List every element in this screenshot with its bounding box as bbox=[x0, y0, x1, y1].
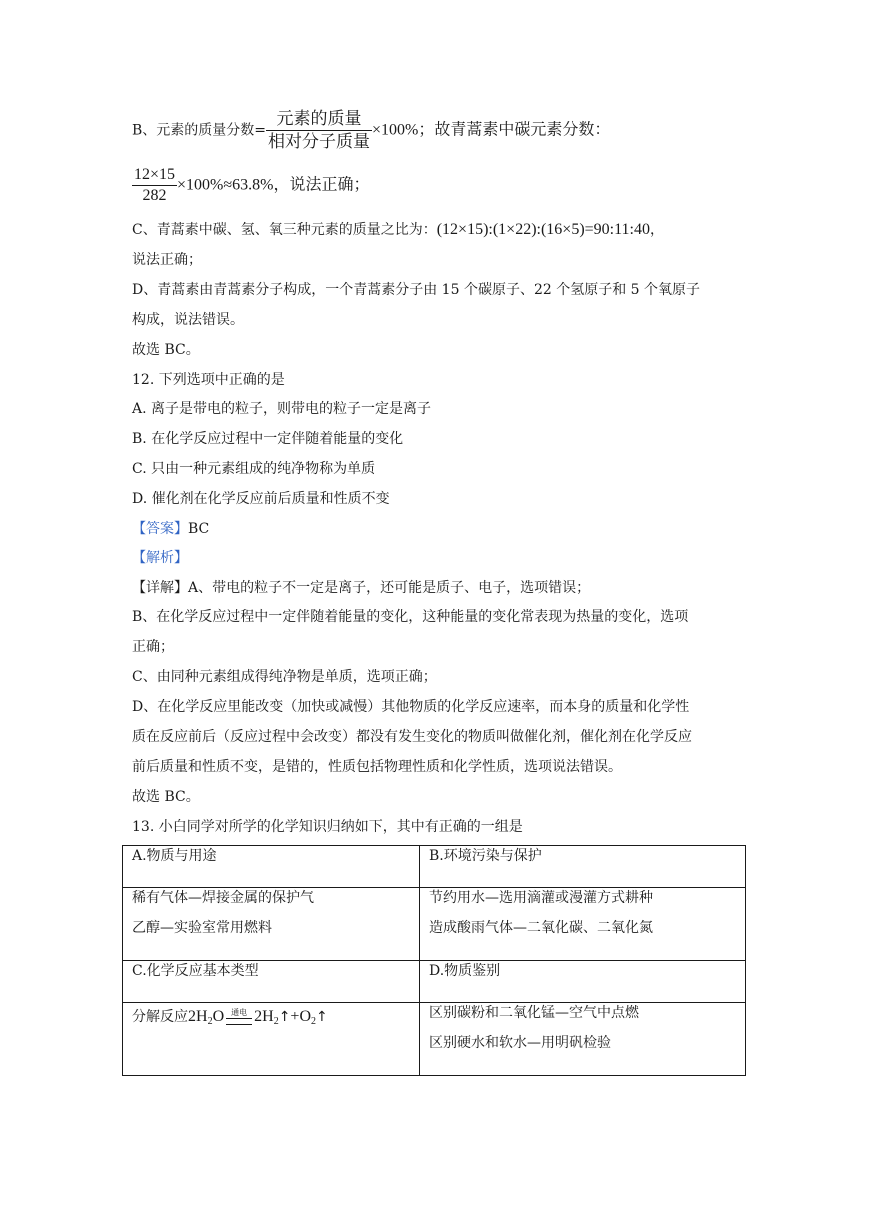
q12-answer bbox=[132, 519, 209, 539]
q12-detail-d1: D、在化学反应里能改变（加快或减慢）其他物质的化学反应速率，而本身的质量和化学性 bbox=[132, 699, 690, 715]
prev-option-c-tail: ， bbox=[649, 222, 664, 238]
prev-option-b-line2 bbox=[132, 165, 370, 206]
cell-a-line-1: 稀有气体—焊接金属的保护气 bbox=[132, 890, 314, 906]
decomposition-equation bbox=[132, 1007, 419, 1032]
q12-detail-b2: 正确； bbox=[132, 639, 174, 655]
carbon-fraction-calc bbox=[132, 165, 177, 206]
prev-option-d-line1: D、青蒿素由青蒿素分子构成，一个青蒿素分子由 15 个碳原子、22 个氢原子和 5 个氧原子 bbox=[132, 282, 701, 298]
cell-d-head: D.物质鉴别 bbox=[420, 961, 746, 1003]
cell-a-body bbox=[123, 888, 420, 961]
cell-b-line-2: 造成酸雨气体—二氧化碳、二氧化氮 bbox=[429, 920, 653, 936]
prev-option-d-line2: 构成，说法错误。 bbox=[132, 312, 244, 328]
q12-option-d: D. 催化剂在化学反应前后质量和性质不变 bbox=[132, 491, 390, 507]
detail-a-text: A、带电的粒子不一定是离子，还可能是质子、电子，选项错误； bbox=[188, 580, 591, 596]
q12-option-a: A. 离子是带电的粒子，则带电的粒子一定是离子 bbox=[132, 401, 432, 417]
calc-denominator: 282 bbox=[142, 187, 167, 204]
formula-numerator: 元素的质量 bbox=[266, 108, 372, 131]
formula-denominator: 相对分子质量 bbox=[268, 132, 371, 151]
cell-b-head: B.环境污染与保护 bbox=[420, 846, 746, 888]
q12-detail-c: C、由同种元素组成得纯净物是单质，选项正确； bbox=[132, 669, 437, 685]
mass-fraction-formula bbox=[266, 108, 372, 153]
table-row bbox=[123, 888, 746, 961]
reaction-condition bbox=[226, 1009, 252, 1025]
analysis-tag: 【解析】 bbox=[132, 550, 188, 566]
q12-detail-b1: B、在化学反应过程中一定伴随着能量的变化，这种能量的变化常表现为热量的变化，选项 bbox=[132, 609, 689, 625]
q12-option-c: C. 只由一种元素组成的纯净物称为单质 bbox=[132, 461, 376, 477]
prev-option-b-line1 bbox=[132, 108, 610, 153]
prev-option-c-text: C、青蒿素中碳、氢、氧三种元素的质量之比为： bbox=[132, 222, 437, 238]
reactant-water: $2H_2O$ bbox=[188, 1008, 225, 1027]
cell-d-body bbox=[420, 1003, 746, 1076]
equation-prefix: 分解反应 bbox=[132, 1009, 188, 1025]
table-row bbox=[123, 846, 746, 888]
q12-choose: 故选 BC。 bbox=[132, 789, 200, 805]
mass-ratio: (12×15):(1×22):(16×5)=90:11:40 bbox=[436, 221, 650, 238]
prev-option-b-suffix: ×100%；故青蒿素中碳元素分数： bbox=[372, 121, 611, 139]
table-row bbox=[123, 961, 746, 1003]
q12-detail-d3: 前后质量和性质不变，是错的，性质包括物理性质和化学性质，选项说法错误。 bbox=[132, 759, 622, 775]
equals-sign bbox=[226, 1018, 252, 1025]
prev-choose: 故选 BC。 bbox=[132, 342, 200, 358]
q13-table bbox=[122, 845, 746, 1076]
detail-tag: 【详解】 bbox=[132, 580, 188, 596]
calc-numerator: 12×15 bbox=[132, 165, 177, 186]
q12-option-b: B. 在化学反应过程中一定伴随着能量的变化 bbox=[132, 431, 404, 447]
cell-a-head: A.物质与用途 bbox=[123, 846, 420, 888]
answer-tag: 【答案】 bbox=[132, 521, 188, 537]
prev-option-c-line1 bbox=[132, 220, 664, 240]
product-oxygen: $+O_2$ bbox=[290, 1008, 316, 1027]
q13-stem: 13. 小白同学对所学的化学知识归纳如下，其中有正确的一组是 bbox=[132, 819, 523, 835]
q12-detail-a bbox=[132, 578, 590, 598]
gas-arrow-icon: ↑ bbox=[316, 1009, 328, 1025]
cell-b-body bbox=[420, 888, 746, 961]
q12-stem: 12. 下列选项中正确的是 bbox=[132, 372, 285, 388]
cell-a-line-2: 乙醇—实验室常用燃料 bbox=[132, 920, 272, 936]
calc-suffix: ×100%≈63.8%，说法正确； bbox=[177, 176, 370, 194]
answer-value: BC bbox=[188, 521, 210, 537]
cell-c-head: C.化学反应基本类型 bbox=[123, 961, 420, 1003]
product-hydrogen: $2H_2$ bbox=[254, 1008, 279, 1027]
cell-d-line-2: 区别硬水和软水—用明矾检验 bbox=[429, 1035, 611, 1051]
cell-b-line-1: 节约用水—选用滴灌或漫灌方式耕种 bbox=[429, 890, 653, 906]
table-row bbox=[123, 1003, 746, 1076]
gas-arrow-icon: ↑ bbox=[278, 1009, 291, 1025]
prev-option-c-line2: 说法正确； bbox=[132, 252, 202, 268]
condition-text: 通电 bbox=[231, 1008, 248, 1017]
prev-option-b-prefix: B、元素的质量分数= bbox=[132, 122, 267, 139]
cell-d-line-1: 区别碳粉和二氧化锰—空气中点燃 bbox=[429, 1005, 639, 1021]
q12-detail-d2: 质在反应前后（反应过程中会改变）都没有发生变化的物质叫做催化剂，催化剂在化学反应 bbox=[132, 729, 692, 745]
q12-analysis bbox=[132, 548, 188, 568]
cell-c-body bbox=[123, 1003, 420, 1076]
